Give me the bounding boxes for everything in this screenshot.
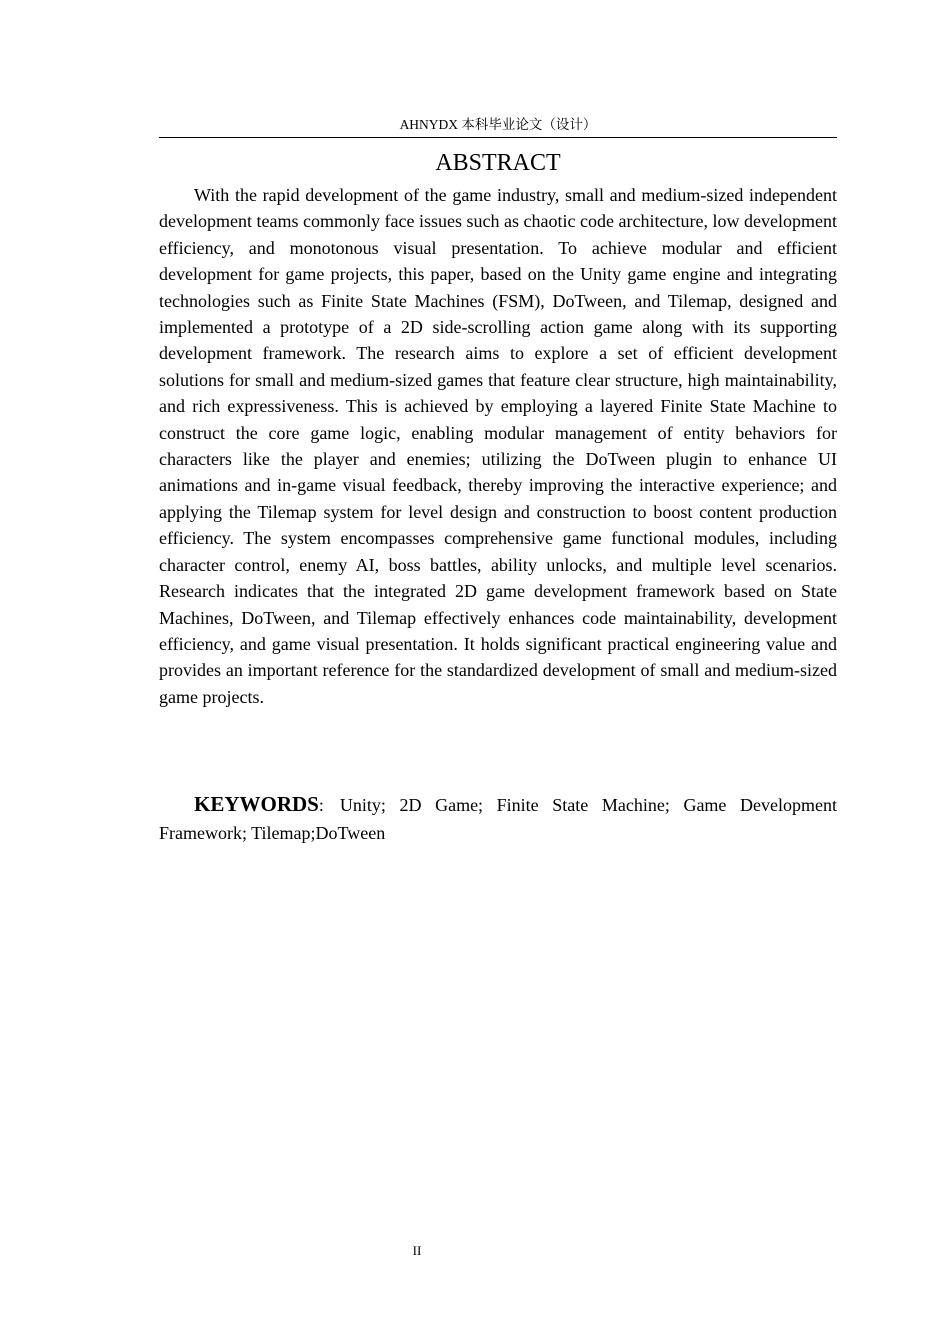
running-header: AHNYDX 本科毕业论文（设计） xyxy=(399,117,597,132)
keywords-paragraph xyxy=(159,790,837,847)
abstract-body: With the rapid development of the game industry, small and medium-sized independent development teams commonly face issues such as chaotic code architecture, low development efficiency, and monotonous visual presentation. To achieve modular and efficient development for game projects, this paper, based on the Unity game engine and integrating technologies such as Finite State Machines (FSM), DoTween, and Tilemap, designed and implemented a prototype of a 2D side-scrolling action game along with its supporting development framework. The research aims to explore a set of efficient development solutions for small and medium-sized games that feature clear structure, high maintainability, and rich expressiveness. This is achieved by employing a layered Finite State Machine to construct the core game logic, enabling modular management of entity behaviors for characters like the player and enemies; utilizing the DoTween plugin to enhance UI animations and in-game visual feedback, thereby improving the interactive experience; and applying the Tilemap system for level design and construction to boost content production efficiency. The system encompasses comprehensive game functional modules, including character control, enemy AI, boss battles, ability unlocks, and multiple level scenarios. Research indicates that the integrated 2D game development framework based on State Machines, DoTween, and Tilemap effectively enhances code maintainability, development efficiency, and game visual presentation. It holds significant practical engineering value and provides an important reference for the standardized development of small and medium-sized game projects. xyxy=(159,185,837,707)
keywords-list: Unity; 2D Game; Finite State Machine; Game Development Framework; Tilemap;DoTween xyxy=(159,795,837,843)
keywords-label: KEYWORDS xyxy=(194,792,319,816)
page-number: II xyxy=(412,1243,422,1258)
keywords-colon: : xyxy=(318,795,324,815)
abstract-title: ABSTRACT xyxy=(435,150,561,176)
header-rule xyxy=(159,137,837,138)
